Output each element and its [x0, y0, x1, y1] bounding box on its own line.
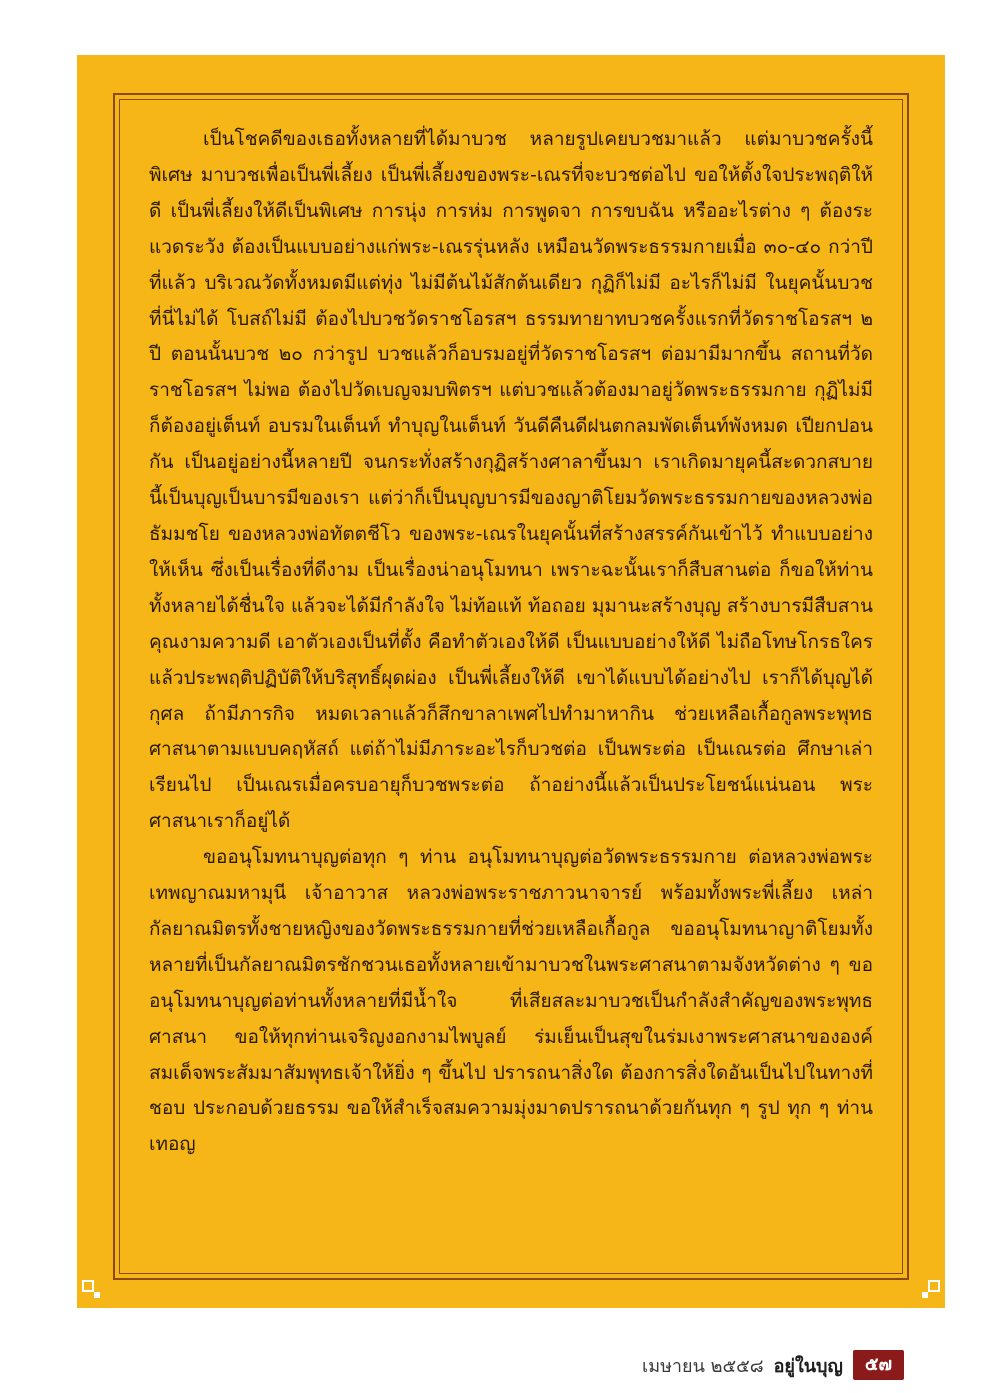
article-paragraph-1: เป็นโชคดีของเธอทั้งหลายที่ได้มาบวช หลายรูปเคยบวชมาแล้ว แต่มาบวชครั้งนี้พิเศษ มาบวชเพื่อเป็นพี่เลี้ยง เป็นพี่เลี้ยงของพระ-เณรที่จะบวชต่อไป ขอให้ตั้งใจประพฤติให้ดี เป็นพี่เลี้ยงให้ดีเป็นพิเศษ การนุ่ง การห่ม การพูดจา การขบฉัน หรืออะไรต่าง ๆ ต้องระแวดระวัง ต้องเป็นแบบอย่างแก่พระ-เณรรุ่นหลัง เหมือนวัดพระธรรมกายเมื่อ ๓๐-๔๐ กว่าปีที่แล้ว บริเวณวัดทั้งหมดมีแต่ทุ่ง ไม่มีต้นไม้สักต้นเดียว กุฏิก็ไม่มี อะไรก็ไม่มี ในยุคนั้นบวชที่นี่ไม่ได้ โบสถ์ไม่มี ต้องไปบวชวัดราชโอรสฯ ธรรมทายาทบวชครั้งแรกที่วัดราชโอรสฯ ๒ ปี ตอนนั้นบวช ๒๐ กว่ารูป บวชแล้วก็อบรมอยู่ที่วัดราชโอรสฯ ต่อมามีมากขึ้น สถานที่วัดราชโอรสฯ ไม่พอ ต้องไปวัดเบญจมบพิตรฯ แต่บวชแล้วต้องมาอยู่วัดพระธรรมกาย กุฏิไม่มีก็ต้องอยู่เต็นท์ อบรมในเต็นท์ ทำบุญในเต็นท์ วันดีคืนดีฝนตกลมพัดเต็นท์พังหมด เปียกปอนกัน เป็นอยู่อย่างนี้หลายปี จนกระทั่งสร้างกุฏิสร้างศาลาขึ้นมา เราเกิดมายุคนี้สะดวกสบาย นี้เป็นบุญเป็นบารมีของเรา แต่ว่าก็เป็นบุญบารมีของญาติโยมวัดพระธรรมกายของหลวงพ่อธัมมชโย ของหลวงพ่อทัตตชีโว ของพระ-เณรในยุคนั้นที่สร้างสรรค์กันเข้าไว้ ทำแบบอย่างให้เห็น ซึ่งเป็นเรื่องที่ดีงาม เป็นเรื่องน่าอนุโมทนา เพราะฉะนั้นเราก็สืบสานต่อ ก็ขอให้ท่านทั้งหลายได้ชื่นใจ แล้วจะได้มีกำลังใจ ไม่ท้อแท้ ท้อถอย มุมานะสร้างบุญ สร้างบารมีสืบสานคุณงามความดี เอาตัวเองเป็นที่ตั้ง คือทำตัวเองให้ดี เป็นแบบอย่างให้ดี ไม่ถือโทษโกรธใคร แล้วประพฤติปฏิบัติให้บริสุทธิ์ผุดผ่อง เป็นพี่เลี้ยงให้ดี เขาได้แบบได้อย่างไป เราก็ได้บุญได้กุศล ถ้ามีภารกิจ หมดเวลาแล้วก็สึกขาลาเพศไปทำมาหากิน ช่วยเหลือเกื้อกูลพระพุทธศาสนาตามแบบคฤหัสถ์ แต่ถ้าไม่มีภาระอะไรก็บวชต่อ เป็นพระต่อ เป็นเณรต่อ ศึกษาเล่าเรียนไป เป็นเณรเมื่อครบอายุก็บวชพระต่อ ถ้าอย่างนี้แล้วเป็นประโยชน์แน่นอน พระศาสนาเราก็อยู่ได้ [149, 128, 873, 833]
issue-date: เมษายน ๒๕๕๘ [642, 1355, 764, 1377]
page-number-badge: ๕๗ [853, 1350, 904, 1380]
corner-ornament-bottom-left [80, 1278, 102, 1300]
article-paragraph-2: ขออนุโมทนาบุญต่อทุก ๆ ท่าน อนุโมทนาบุญต่อวัดพระธรรมกาย ต่อหลวงพ่อพระเทพญาณมหามุนี เจ้าอาวาส หลวงพ่อพระราชภาวนาจารย์ พร้อมทั้งพระพี่เลี้ยง เหล่ากัลยาณมิตรทั้งชายหญิงของวัดพระธรรมกายที่ช่วยเหลือเกื้อกูล ขออนุโมทนาญาติโยมทั้งหลายที่เป็นกัลยาณมิตรชักชวนเธอทั้งหลายเข้ามาบวชในพระศาสนาตามจังหวัดต่าง ๆ ขออนุโมทนาบุญต่อท่านทั้งหลายที่มีน้ำใจ ที่เสียสละมาบวชเป็นกำลังสำคัญของพระพุทธศาสนา ขอให้ทุกท่านเจริญงอกงามไพบูลย์ ร่มเย็นเป็นสุขในร่มเงาพระศาสนาขององค์สมเด็จพระสัมมาสัมพุทธเจ้าให้ยิ่ง ๆ ขึ้นไป ปรารถนาสิ่งใด ต้องการสิ่งใดอันเป็นไปในทางที่ชอบ ประกอบด้วยธรรม ขอให้สำเร็จสมความมุ่งมาดปรารถนาด้วยกันทุก ๆ รูป ทุก ๆ ท่านเทอญ [149, 846, 873, 1156]
magazine-title: อยู่ในบุญ [773, 1355, 843, 1377]
corner-ornament-bottom-right [920, 1278, 942, 1300]
article-body [149, 122, 873, 1163]
page-footer [642, 1350, 904, 1380]
